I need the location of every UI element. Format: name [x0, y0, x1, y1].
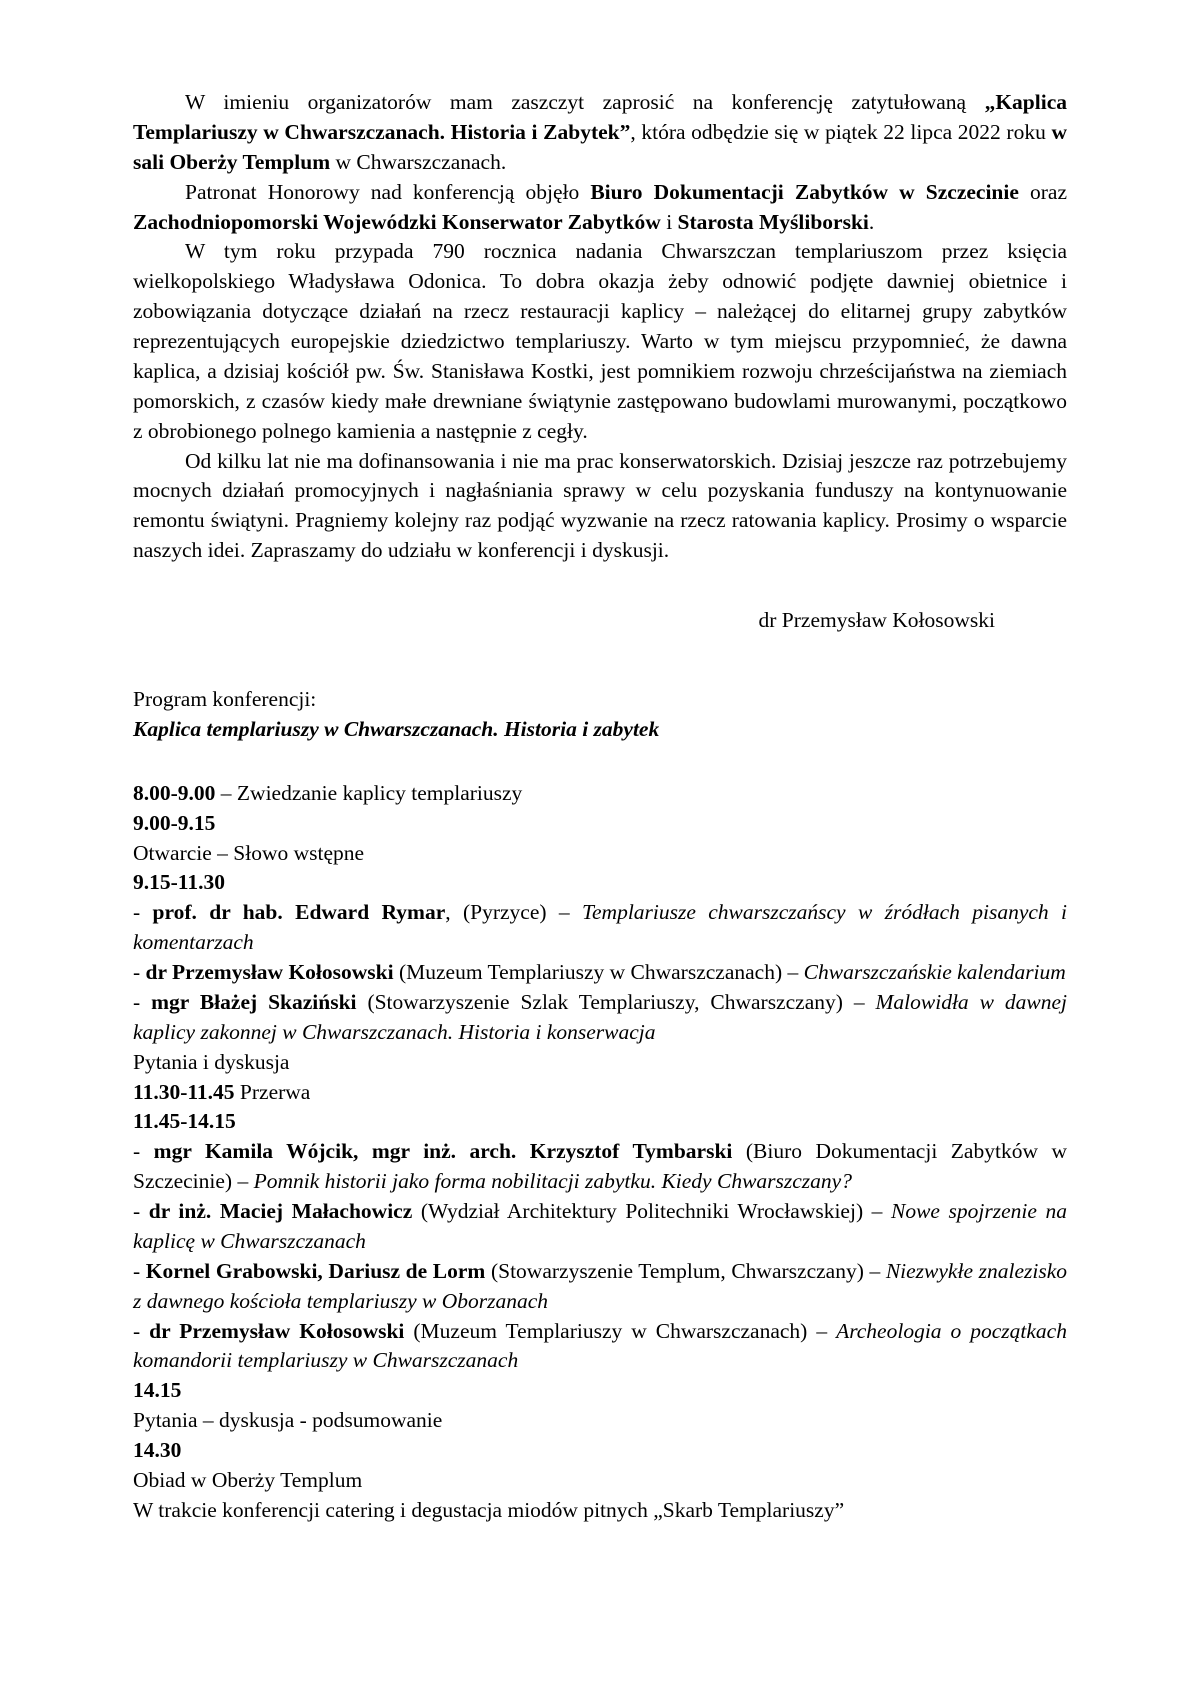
schedule-item-kolosowski-2-run-3: Archeologia o początkach komandorii templariuszy w Chwarszczanach	[133, 1318, 1067, 1373]
schedule-item-summary	[133, 1406, 1067, 1436]
schedule-item-kolosowski-1-run-3: Chwarszczańskie kalendarium	[803, 960, 1066, 984]
invitation-paragraph-run-1: „Kaplica Templariuszy w Chwarszczanach. Historia i Zabytek”	[133, 90, 1067, 144]
schedule-item-wojcik-tymbarski-run-2: (Biuro Dokumentacji Zabytków w Szczecinie) –	[133, 1139, 1067, 1194]
schedule-item-malachowicz-run-3: Nowe spojrzenie na kaplicę w Chwarszczanach	[133, 1199, 1067, 1253]
patronage-paragraph-run-6: .	[868, 209, 875, 234]
schedule-item-0800-run-1: – Zwiedzanie kaplicy templariuszy	[215, 780, 523, 805]
schedule-item-summary-run-0: Pytania – dyskusja - podsumowanie	[133, 1408, 443, 1433]
funding-paragraph	[133, 447, 1067, 567]
schedule-item-1430	[133, 1436, 1067, 1466]
schedule-item-rymar-run-3: Templariusze chwarszczańscy w źródłach pisanych i komentarzach	[133, 900, 1067, 955]
invitation-paragraph-run-2: , która odbędzie się w piątek 22 lipca 2022 roku	[630, 119, 1052, 144]
schedule-item-catering	[133, 1496, 1067, 1526]
letter-body	[133, 88, 1067, 566]
schedule-item-kolosowski-1-run-1: dr Przemysław Kołosowski	[145, 960, 394, 984]
schedule-item-kolosowski-2-run-1: dr Przemysław Kołosowski	[149, 1318, 405, 1343]
program-label: Program konferencji:	[133, 687, 317, 711]
schedule-item-rymar-run-0: -	[133, 900, 153, 925]
schedule-item-1415-run-0: 14.15	[133, 1378, 182, 1403]
schedule-item-opening	[133, 839, 1067, 869]
program-title: Kaplica templariuszy w Chwarszczanach. Historia i zabytek	[133, 716, 660, 741]
signature-line: dr Przemysław Kołosowski	[758, 608, 995, 632]
schedule-item-skazinski-run-1: mgr Błażej Skaziński	[151, 989, 357, 1014]
schedule-item-wojcik-tymbarski-run-3: Pomnik historii jako forma nobilitacji zabytku. Kiedy Chwarszczany?	[253, 1169, 852, 1194]
invitation-paragraph-run-4: w Chwarszczanach.	[330, 149, 507, 174]
schedule-item-kolosowski-1-run-2: (Muzeum Templariuszy w Chwarszczanach) –	[393, 960, 804, 984]
schedule-item-grabowski-delorm-run-3: Niezwykłe znalezisko z dawnego kościoła templariuszy w Oborzanach	[133, 1258, 1067, 1313]
schedule-item-kolosowski-2-run-2: (Muzeum Templariuszy w Chwarszczanach) –	[404, 1318, 837, 1343]
patronage-paragraph-run-1: Biuro Dokumentacji Zabytków w Szczecinie	[590, 179, 1019, 204]
schedule-item-questions-1	[133, 1048, 1067, 1078]
schedule-item-malachowicz-run-2: (Wydział Architektury Politechniki Wrocławskiej) –	[412, 1199, 891, 1223]
patronage-paragraph-run-2: oraz	[1018, 179, 1067, 204]
schedule-item-1145	[133, 1107, 1067, 1137]
schedule-item-1130	[133, 1078, 1067, 1108]
schedule-item-1430-run-0: 14.30	[133, 1438, 182, 1462]
schedule-item-0915-run-0: 9.15-11.30	[133, 870, 225, 895]
schedule-item-skazinski-run-0: -	[133, 989, 152, 1014]
schedule-item-grabowski-delorm	[133, 1257, 1067, 1317]
schedule-item-dinner	[133, 1466, 1067, 1496]
invitation-paragraph-run-0: W imieniu organizatorów mam zaszczyt zaprosić na konferencję zatytułowaną	[185, 90, 985, 114]
schedule-item-1415	[133, 1376, 1067, 1406]
patronage-paragraph-run-0: Patronat Honorowy nad konferencją objęło	[185, 179, 591, 204]
schedule-item-malachowicz-run-1: dr inż. Maciej Małachowicz	[148, 1199, 413, 1223]
patronage-paragraph	[133, 178, 1067, 238]
schedule-item-kolosowski-2-run-0: -	[133, 1318, 150, 1343]
schedule-item-1130-run-0: 11.30-11.45	[133, 1079, 235, 1104]
schedule-item-malachowicz-run-0: -	[133, 1199, 149, 1223]
schedule-item-skazinski-run-3: Malowidła w dawnej kaplicy zakonnej w Chwarszczanach. Historia i konserwacja	[133, 989, 1067, 1044]
schedule-item-rymar-run-2: , (Pyrzyce) –	[445, 900, 583, 925]
schedule-item-rymar-run-1: prof. dr hab. Edward Rymar	[152, 900, 446, 925]
schedule-item-1130-run-1: Przerwa	[234, 1079, 311, 1104]
schedule-item-0800-run-0: 8.00-9.00	[133, 780, 216, 805]
schedule-item-kolosowski-2	[133, 1317, 1067, 1377]
conference-schedule	[133, 779, 1067, 1526]
invitation-paragraph	[133, 88, 1067, 178]
schedule-item-questions-1-run-0: Pytania i dyskusja	[133, 1049, 290, 1074]
schedule-item-0900	[133, 809, 1067, 839]
schedule-item-0915	[133, 868, 1067, 898]
schedule-item-wojcik-tymbarski-run-1: mgr Kamila Wójcik, mgr inż. arch. Krzysztof Tymbarski	[153, 1139, 733, 1164]
schedule-item-skazinski	[133, 988, 1067, 1048]
funding-paragraph-run-0: Od kilku lat nie ma dofinansowania i nie ma prac konserwatorskich. Dzisiaj jeszcze raz potrzebujemy mocnych działań promocyjnych i nagłaśniania sprawy w celu pozyskania funduszy na kontynuowanie remontu świątyni. Pragniemy kolejny raz podjąć wyzwanie na rzecz ratowania kaplicy. Prosimy o wsparcie naszych idei. Zapraszamy do udziału w konferencji i dyskusji.	[133, 448, 1067, 563]
schedule-item-malachowicz	[133, 1197, 1067, 1257]
schedule-item-wojcik-tymbarski	[133, 1137, 1067, 1197]
anniversary-paragraph	[133, 237, 1067, 446]
schedule-item-dinner-run-0: Obiad w Oberży Templum	[133, 1467, 363, 1492]
schedule-item-wojcik-tymbarski-run-0: -	[133, 1139, 154, 1164]
schedule-item-opening-run-0: Otwarcie – Słowo wstępne	[133, 840, 365, 865]
schedule-item-grabowski-delorm-run-2: (Stowarzyszenie Templum, Chwarszczany) –	[485, 1258, 886, 1283]
schedule-item-0800	[133, 779, 1067, 809]
schedule-item-catering-run-0: W trakcie konferencji catering i degustacja miodów pitnych „Skarb Templariuszy”	[133, 1497, 845, 1522]
schedule-item-grabowski-delorm-run-0: -	[133, 1258, 146, 1283]
invitation-paragraph-run-3: w sali Oberży Templum	[133, 119, 1067, 174]
schedule-item-1145-run-0: 11.45-14.15	[133, 1109, 236, 1134]
anniversary-paragraph-run-0: W tym roku przypada 790 rocznica nadania Chwarszczan templariuszom przez księcia wielkopolskiego Władysława Odonica. To dobra okazja żeby odnowić podjęte dawniej obietnice i zobowiązania dotyczące działań na rzecz restauracji kaplicy – należącej do elitarnej grupy zabytków reprezentujących europejskie dziedzictwo templariuszy. Warto w tym miejscu przypomnieć, że dawna kaplica, a dzisiaj kościół pw. Św. Stanisława Kostki, jest pomnikiem rozwoju chrześcijaństwa na ziemiach pomorskich, z czasów kiedy małe drewniane świątynie zastępowano budowlami murowanymi, początkowo z obrobionego polnego kamienia a następnie z cegły.	[133, 239, 1067, 443]
schedule-item-kolosowski-1	[133, 958, 1067, 988]
patronage-paragraph-run-5: Starosta Myśliborski	[677, 209, 869, 234]
schedule-item-rymar	[133, 898, 1067, 958]
patronage-paragraph-run-3: Zachodniopomorski Wojewódzki Konserwator Zabytków	[133, 209, 661, 234]
schedule-item-kolosowski-1-run-0: -	[133, 960, 146, 984]
schedule-item-grabowski-delorm-run-1: Kornel Grabowski, Dariusz de Lorm	[145, 1258, 486, 1283]
schedule-item-skazinski-run-2: (Stowarzyszenie Szlak Templariuszy, Chwarszczany) –	[356, 989, 876, 1014]
patronage-paragraph-run-4: i	[660, 209, 678, 234]
schedule-item-0900-run-0: 9.00-9.15	[133, 810, 216, 835]
